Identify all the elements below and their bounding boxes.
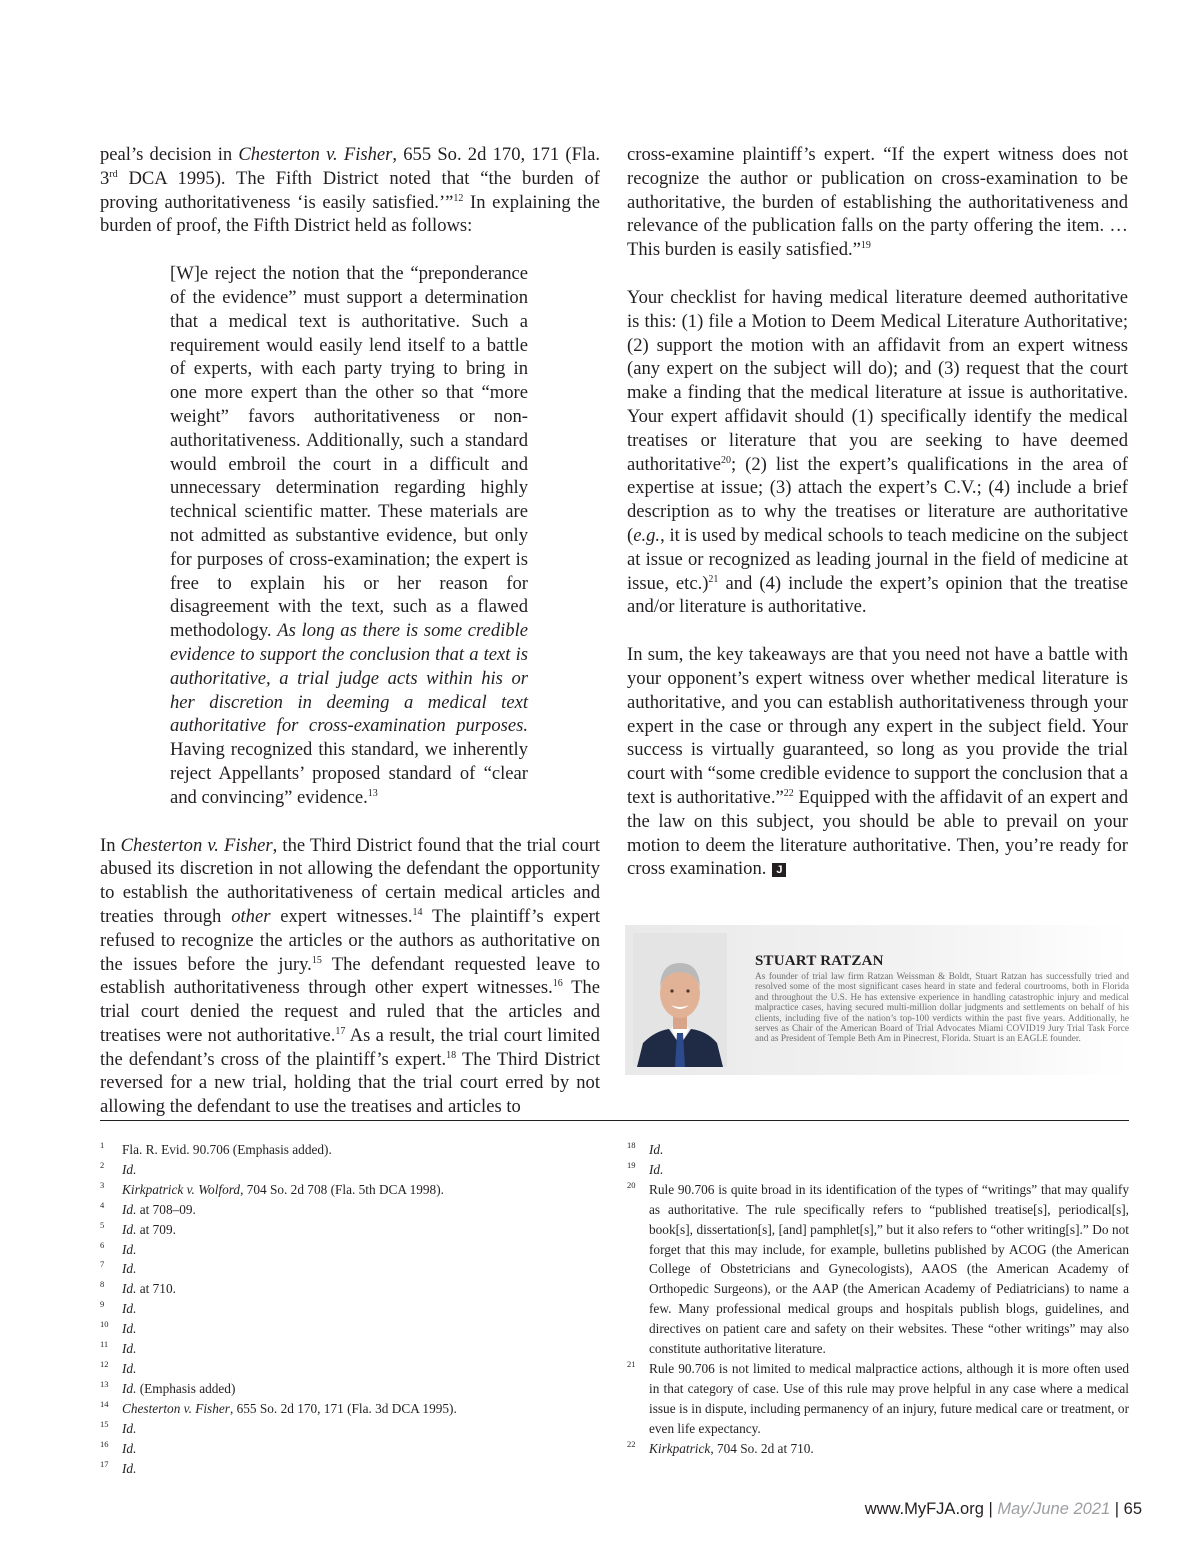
footnote: 1 Fla. R. Evid. 90.706 (Emphasis added). <box>100 1140 600 1160</box>
footnote: 6 Id. <box>100 1240 600 1260</box>
footer-issue: May/June 2021 <box>997 1500 1111 1518</box>
footnote-number: 1 <box>100 1140 105 1150</box>
footnote: 14 Chesterton v. Fisher, 655 So. 2d 170, 171 (Fla. 3d DCA 1995). <box>100 1399 600 1419</box>
footnote-number: 18 <box>627 1140 636 1150</box>
paragraph: In Chesterton v. Fisher, the Third District found that the trial court abused its discretion in not allowing the defendant the opportunity to establish the authoritativeness of certain medical articles and treaties through other expert witnesses.$^{14}$ The plaintiff’s expert refused to recognize the articles or the authors as authoritative on the issues before the jury.$^{15}$ The defendant requested leave to establish authoritativeness through other expert witnesses.$^{16}$ The trial court denied the request and ruled that the articles and treatises were not authoritative.$^{17}$ As a result, the trial court limited the defendant’s cross of the plaintiff’s expert.$^{18}$ The Third District reversed for a new trial, holding that the trial court erred by not allowing the defendant to use the treatises and articles to <box>100 834 601 1118</box>
footnote: 3 Kirkpatrick v. Wolford, 704 So. 2d 708 (Fla. 5th DCA 1998). <box>100 1180 600 1200</box>
end-of-article-icon: J <box>772 863 786 877</box>
footnote-number: 5 <box>100 1219 105 1230</box>
footnote: 12 Id. <box>100 1359 600 1379</box>
author-bio: As founder of trial law firm Ratzan Weissman & Boldt, Stuart Ratzan has successfully tried and resolved some of the most significant cases heard in state and federal courtrooms, both in Florida and throughout the U.S. He has extensive experience in handling catastrophic injury and medical malpractice cases, having secured multi-million dollar judgments and settlements on behalf of his clients, including five of the nation’s top-100 verdicts within the past five years. Additionally, he serves as Chair of the American Board of Trial Advocates Miami COVID19 Jury Trial Task Force and as President of Temple Beth Am in Pinecrest, Florida. Stuart is an EAGLE founder. <box>755 972 1129 1045</box>
footnote-number: 13 <box>100 1378 109 1389</box>
footnote-number: 4 <box>100 1199 105 1210</box>
author-portrait-icon <box>633 933 727 1067</box>
right-column <box>627 143 1128 905</box>
footnote: 19 Id. <box>627 1160 1129 1180</box>
footnotes-left <box>100 1140 600 1478</box>
footnote: 21 Rule 90.706 is not limited to medical malpractice actions, although it is more often used in that category of case. Use of this rule may prove helpful in any case where a medical issue is in dispute, including permanency of an injury, future medical care or treatment, or even life expectancy. <box>627 1359 1129 1439</box>
page-footer: www.MyFJA.org | May/June 2021 | 65 <box>864 1500 1142 1518</box>
footnote-number: 7 <box>100 1259 105 1270</box>
author-name: STUART RATZAN <box>755 953 884 969</box>
footnote-number: 15 <box>100 1418 109 1429</box>
footnote: 16 Id. <box>100 1439 600 1459</box>
footnote-number: 10 <box>100 1319 109 1330</box>
footnote: 9 Id. <box>100 1299 600 1319</box>
footnote-number: 17 <box>100 1458 109 1469</box>
footnote-number: 16 <box>100 1438 109 1449</box>
paragraph: Your checklist for having medical literature deemed authoritative is this: (1) file a Motion to Deem Medical Literature Authoritative; (2) support the motion with an affidavit from an expert witness (any expert on the subject will do); and (3) request that the court make a finding that the medical literature at issue is authoritative. Your expert affidavit should (1) specifically identify the medical treatises or literature that you are seeking to have deemed authoritative$^{20}$; (2) list the expert’s qualifications in the area of expertise at issue; (3) attach the expert’s C.V.; (4) include a brief description as to why the treatises or literature are authoritative (e.g., it is used by medical schools to teach medicine on the subject at issue or recognized as leading journal in the field of medicine at issue, etc.)$^{21}$ and (4) include the expert’s opinion that the treatise and/or literature is authoritative. <box>627 286 1128 618</box>
footnote: 15 Id. <box>100 1419 600 1439</box>
footnote: 5 Id. at 709. <box>100 1220 600 1240</box>
left-column <box>100 143 600 1143</box>
footnote: 7 Id. <box>100 1259 600 1279</box>
paragraph: cross-examine plaintiff’s expert. “If the expert witness does not recognize the author or publication on cross-examination to be authoritative, the burden of establishing the authoritativeness and relevance of the publication falls on the party offering the item. … This burden is easily satisfied.”$^{19}$ <box>627 144 1128 261</box>
footnote-number: 3 <box>100 1179 105 1190</box>
footnotes-right <box>627 1140 1129 1459</box>
paragraph: peal’s decision in Chesterton v. Fisher, 655 So. 2d 170, 171 (Fla. 3rd DCA 1995). The Fifth District noted that “the burden of proving authoritativeness ‘is easily satisfied.’”$^{12}$ In explaining the burden of proof, the Fifth District held as follows: <box>100 144 601 237</box>
footnote-number: 6 <box>100 1239 105 1250</box>
footnote-number: 8 <box>100 1279 105 1290</box>
paragraph: In sum, the key takeaways are that you need not have a battle with your opponent’s expert witness over whether medical literature is authoritative, and you can establish authoritativeness through your expert in the case or through any expert in the subject field. Your success is virtually guaranteed, so long as you provide the trial court with “some credible evidence to support the conclusion that a text is authoritative.”$^{22}$ Equipped with the affidavit of an expert and the law on this subject, you should be able to prevail on your motion to deem the literature authoritative. Then, you’re ready for cross examination. J <box>627 644 1128 880</box>
footnote-number: 12 <box>100 1358 109 1369</box>
page-number: 65 <box>1123 1500 1142 1518</box>
footnote: 18 Id. <box>627 1140 1129 1160</box>
footnote-number: 14 <box>100 1398 109 1409</box>
footnote: 13 Id. (Emphasis added) <box>100 1379 600 1399</box>
footnote: 17 Id. <box>100 1459 600 1479</box>
footnote-number: 22 <box>627 1438 636 1449</box>
footnote-number: 20 <box>627 1179 636 1190</box>
footnote: 2 Id. <box>100 1160 600 1180</box>
block-quote: [W]e reject the notion that the “preponderance of the evidence” must support a determination that a medical text is authoritative. Such a requirement would easily lend itself to a battle of experts, with each party trying to bring in one more expert than the other so that “more weight” favors authoritativeness or non-authoritativeness. Additionally, such a standard would embroil the court in a difficult and unnecessary determination regarding highly technical scientific matter. These materials are not admitted as substantive evidence, but only for purposes of cross-examination; the expert is free to explain his or her reason for disagreement with the text, such as a flawed methodology. As long as there is some credible evidence to support the conclusion that a text is authoritative, a trial judge acts within his or her discretion in deeming a medical text authoritative for cross-examination purposes. Having recognized this standard, we inherently reject Appellants’ proposed standard of “clear and convincing” evidence.$^{13}$ <box>170 263 528 808</box>
footnote: 8 Id. at 710. <box>100 1279 600 1299</box>
footnote: 4 Id. at 708–09. <box>100 1200 600 1220</box>
footnote-number: 19 <box>627 1159 636 1170</box>
author-bio-box <box>625 925 1129 1075</box>
footnote: 22 Kirkpatrick, 704 So. 2d at 710. <box>627 1439 1129 1459</box>
footnote: 20 Rule 90.706 is quite broad in its identification of the types of “writings” that may qualify as authoritative. The rule specifically refers to “published treatise[s], periodical[s], book[s], dissertation[s], [and] pamphlet[s],” but it also refers to “other writing[s].” Do not forget that this may include, for example, bulletins published by ACOG (the American College of Obstetricians and Gynecologists), AAOS (the American Academy of Orthopedic Surgeons), or the AAP (the American Academy of Pediatricians) to name a few. Many professional medical groups and hospitals publish blogs, guidelines, and directives on patient care and safety on their websites. These “other writings” may also constitute authoritative literature. <box>627 1180 1129 1359</box>
footnote-number: 11 <box>100 1339 109 1350</box>
footnote-number: 9 <box>100 1299 105 1310</box>
footer-site[interactable]: www.MyFJA.org <box>864 1500 984 1518</box>
footnote-number: 21 <box>627 1358 636 1369</box>
footnote-divider <box>100 1120 1129 1121</box>
footnote-number: 2 <box>100 1159 105 1170</box>
author-photo <box>633 933 727 1067</box>
footnote: 10 Id. <box>100 1319 600 1339</box>
footnote: 11 Id. <box>100 1339 600 1359</box>
